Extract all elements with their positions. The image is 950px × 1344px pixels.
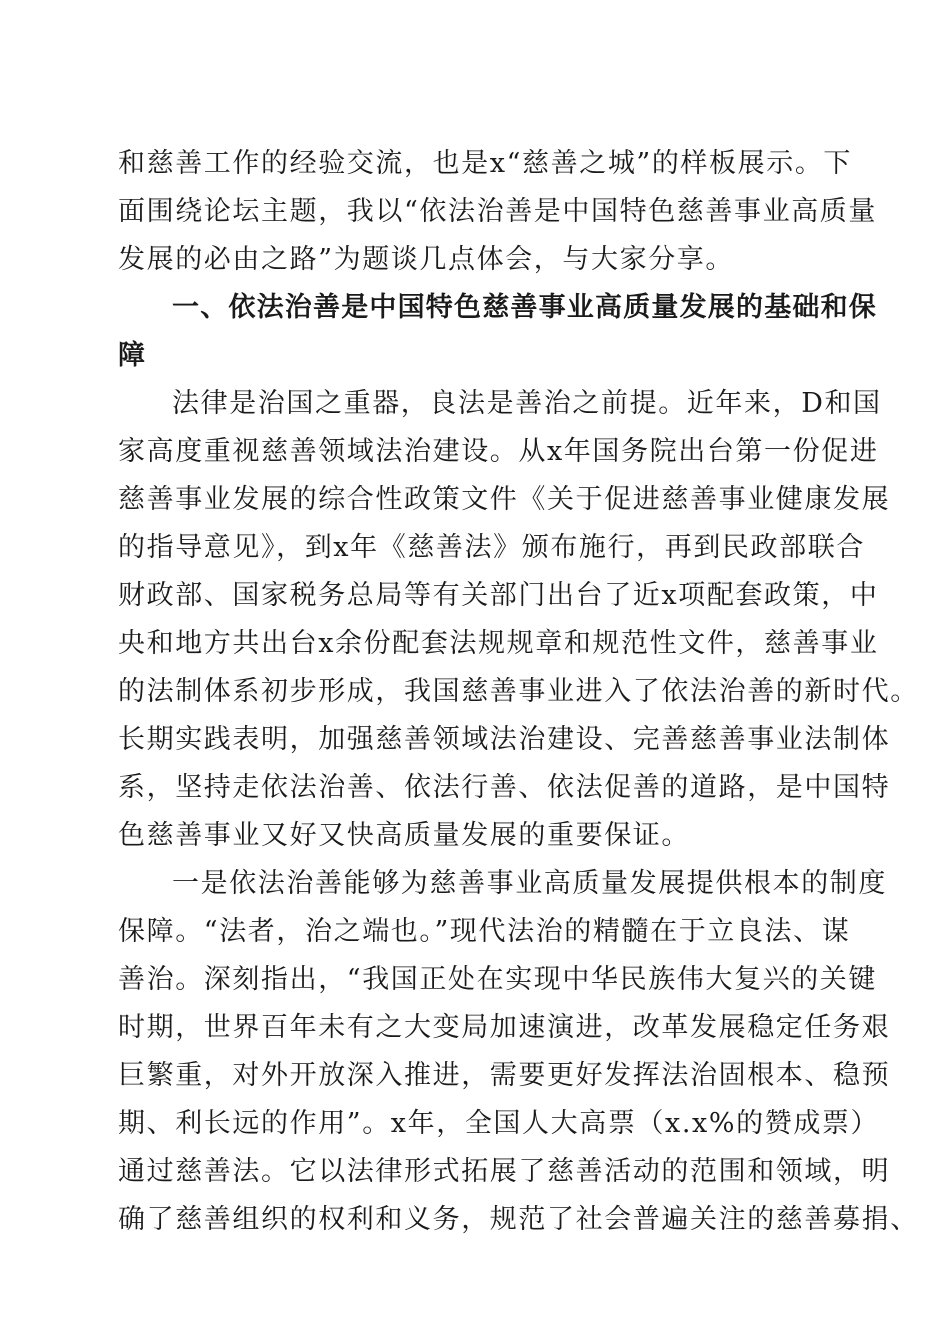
paragraph-line: 善治。深刻指出，“我国正处在实现中华民族伟大复兴的关键 — [118, 964, 878, 995]
paragraph-line: 法律是治国之重器，良法是善治之前提。近年来，D和国 — [172, 388, 882, 419]
section-heading: 障 — [118, 340, 147, 371]
paragraph-line: 的指导意见》，到x年《慈善法》颁布施行，再到民政部联合 — [118, 532, 865, 563]
paragraph-line: 的法制体系初步形成，我国慈善事业进入了依法治善的新时代。 — [118, 676, 919, 707]
paragraph-line: 色慈善事业又好又快高质量发展的重要保证。 — [118, 820, 690, 851]
paragraph-line: 一是依法治善能够为慈善事业高质量发展提供根本的制度 — [172, 868, 887, 899]
paragraph-line: 发展的必由之路”为题谈几点体会，与大家分享。 — [118, 244, 735, 275]
paragraph-line: 慈善事业发展的综合性政策文件《关于促进慈善事业健康发展 — [118, 484, 891, 515]
paragraph-line: 财政部、国家税务总局等有关部门出台了近x项配套政策，中 — [118, 580, 879, 611]
paragraph-line: 和慈善工作的经验交流，也是x“慈善之城”的样板展示。下 — [118, 148, 853, 179]
paragraph-line: 通过慈善法。它以法律形式拓展了慈善活动的范围和领域，明 — [118, 1156, 891, 1187]
paragraph-line: 系，坚持走依法治善、依法行善、依法促善的道路，是中国特 — [118, 772, 891, 803]
paragraph-line: 央和地方共出台x余份配套法规规章和规范性文件，慈善事业 — [118, 628, 879, 659]
paragraph-line: 巨繁重，对外开放深入推进，需要更好发挥法治固根本、稳预 — [118, 1060, 891, 1091]
section-heading: 一、依法治善是中国特色慈善事业高质量发展的基础和保 — [172, 292, 877, 323]
paragraph-line: 期、利长远的作用”。x年，全国人大高票（x.x%的赞成票） — [118, 1108, 880, 1139]
paragraph-line: 确了慈善组织的权利和义务，规范了社会普遍关注的慈善募捐、 — [118, 1204, 919, 1235]
paragraph-line: 保障。“法者，治之端也。”现代法治的精髓在于立良法、谋 — [118, 916, 851, 947]
paragraph-line: 时期，世界百年未有之大变局加速演进，改革发展稳定任务艰 — [118, 1012, 891, 1043]
paragraph-line: 长期实践表明，加强慈善领域法治建设、完善慈善事业法制体 — [118, 724, 891, 755]
paragraph-line: 面围绕论坛主题，我以“依法治善是中国特色慈善事业高质量 — [118, 196, 878, 227]
paragraph-line: 家高度重视慈善领域法治建设。从x年国务院出台第一份促进 — [118, 436, 879, 467]
